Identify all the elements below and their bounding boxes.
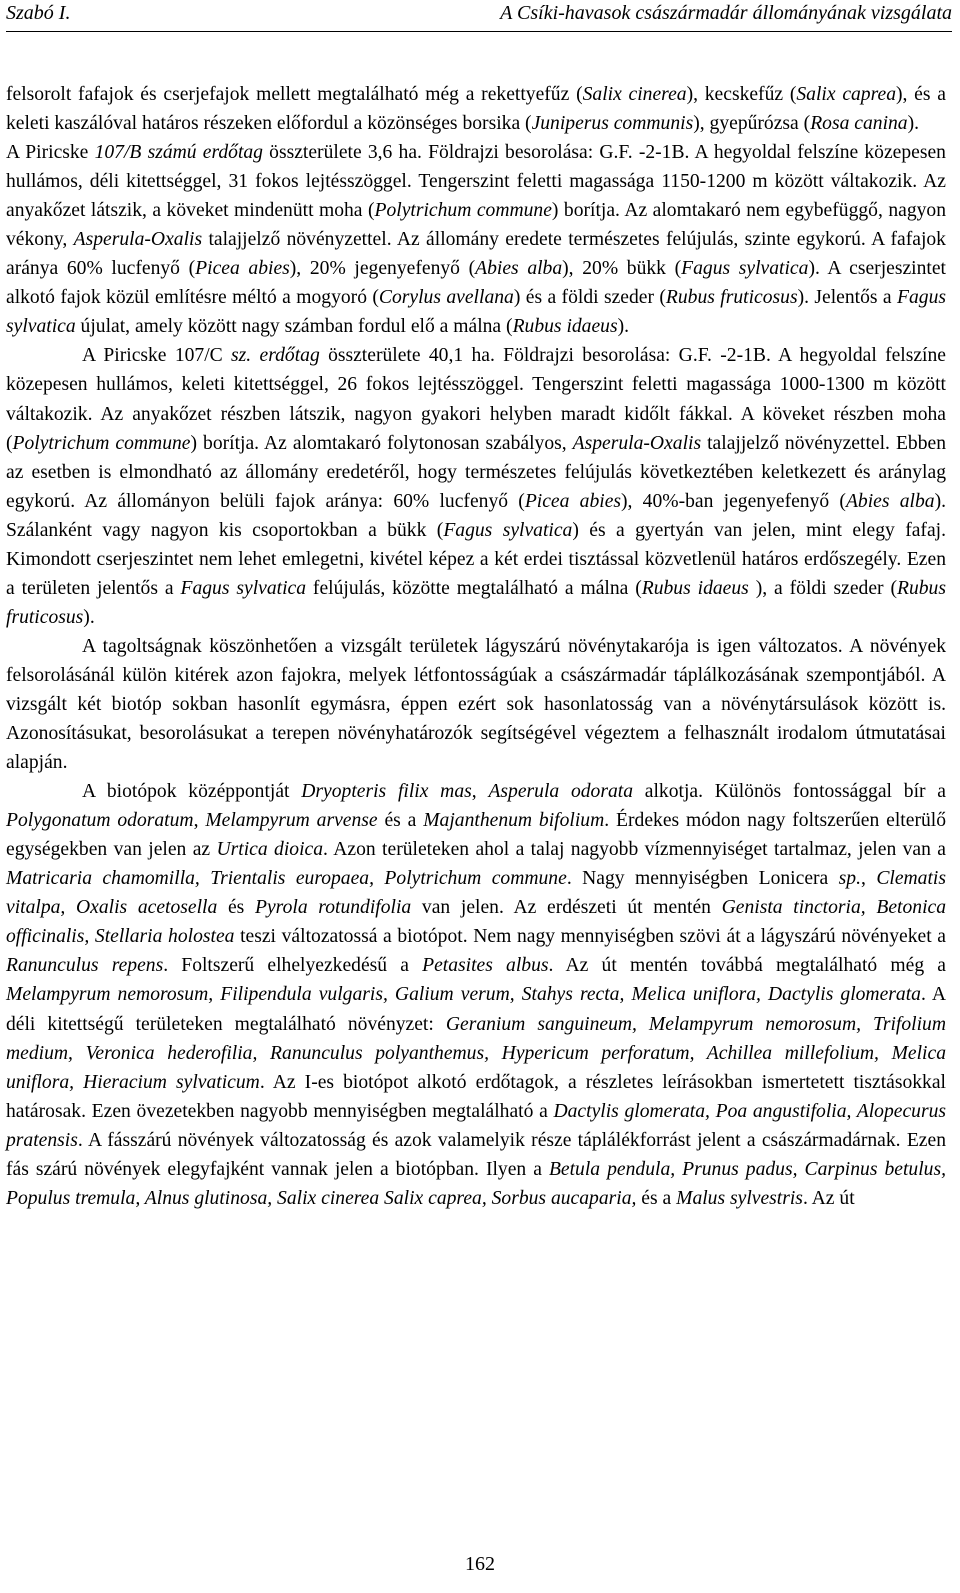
text-run: , bbox=[193, 810, 206, 832]
species-name: Polytrichum commune bbox=[12, 432, 191, 454]
species-name: Malus sylvestris bbox=[676, 1187, 803, 1209]
text-run: . Nagy mennyiségben Lonicera bbox=[566, 868, 839, 890]
text-run: felsorolt fafajok és cserjefajok mellett megtalálható még a rekettyefűz ( bbox=[6, 84, 583, 105]
text-run: ) borítja. Az alomtakaró folytonosan szabályos, bbox=[190, 432, 573, 454]
text-run: ), gyepűrózsa ( bbox=[693, 113, 811, 135]
species-name: Polygonatum odoratum bbox=[6, 810, 194, 832]
text-run: felújulás, közötte megtalálható a málna ( bbox=[306, 577, 642, 599]
body-text bbox=[6, 80, 946, 1213]
text-run: alkotja. Különös fontossággal bír a bbox=[633, 781, 947, 803]
species-name: Picea abies bbox=[195, 258, 290, 280]
species-name: Fagus sylvatica bbox=[6, 287, 946, 338]
species-name: Asperula odorata bbox=[488, 781, 634, 803]
species-name: Rubus idaeus bbox=[641, 577, 749, 599]
text-run: A Piricske bbox=[6, 142, 95, 164]
species-name: Asperula-Oxalis bbox=[73, 229, 203, 251]
species-name: sp. bbox=[838, 868, 861, 890]
species-name: Juniperus communis bbox=[531, 113, 694, 135]
header-author: Szabó I. bbox=[6, 2, 71, 24]
species-name: Fagus sylvatica bbox=[681, 258, 809, 280]
species-name: Abies alba bbox=[845, 490, 935, 512]
text-run: talajjelző növényzettel. Az állomány eredete természetes felújulás, szinte egykorú. A fafajok aránya 60% lucfenyő ( bbox=[6, 229, 946, 280]
text-run: ), a földi szeder ( bbox=[748, 577, 897, 599]
species-name: Dactylis glomerata, Poa angustifolia, Alopecurus pratensis bbox=[6, 1100, 946, 1151]
species-name: Rubus idaeus bbox=[512, 316, 618, 338]
text-run: összterülete 40,1 ha. Földrajzi besorolása: G.F. -2-1B. A hegyoldal felszíne közepesen hullámos, keleti kitettséggel, 26 fokos lejtésszöggel. Tengerszint feletti magassága 1000-1300 m között váltakozik. Az anyakőzet részben látszik, nagyon gyakori helyben maradt kidőlt fákkal. A köveket részben moha ( bbox=[6, 345, 946, 454]
species-name: Ranunculus repens bbox=[6, 955, 164, 977]
text-run: . Azon területeken ahol a talaj nagyobb vízmennyiséget tartalmaz, jelen van a bbox=[323, 839, 947, 861]
species-name: Rubus fruticosus bbox=[665, 287, 798, 309]
species-name: sz. erdőtag bbox=[231, 345, 320, 367]
text-run: . Az I-es biotópot alkotó erdőtagok, a részletes leírásokban ismertetett tisztásokkal határosak. Ezen övezetekben nagyobb mennyiségben megtalálható a bbox=[6, 1071, 946, 1122]
text-run: ). bbox=[617, 316, 630, 338]
text-run: . A déli kitettségű területeken megtalálható növényzet: bbox=[6, 984, 946, 1035]
text-run: ), 20% jegenyefenyő ( bbox=[289, 258, 476, 280]
species-name: Picea abies bbox=[524, 490, 622, 512]
species-name: Betula pendula, Prunus padus, Carpinus betulus, Populus tremula, Alnus glutinosa, Salix cinerea Salix caprea, Sorbus aucaparia, bbox=[6, 1158, 946, 1209]
text-run: teszi változatossá a biotópot. Nem nagy mennyiségben szövi át a lágyszárú növényeket a bbox=[234, 926, 946, 948]
paragraph bbox=[6, 138, 946, 341]
header-title: A Csíki-havasok császármadár állományának vizsgálata bbox=[500, 2, 952, 24]
paragraph bbox=[6, 341, 946, 631]
text-run: ), 40%-ban jegenyefenyő ( bbox=[621, 490, 846, 512]
text-run: ), 20% bükk ( bbox=[562, 258, 682, 280]
text-run: és a bbox=[636, 1187, 677, 1209]
species-name: Fagus sylvatica bbox=[180, 577, 307, 599]
text-run: . Az út mentén továbbá megtalálható még a bbox=[548, 955, 947, 977]
species-name: Melampyrum nemorosum, Filipendula vulgaris, Galium verum, Stahys recta, Melica uniflora, Dactylis glomerata bbox=[6, 984, 921, 1006]
species-name: 107/B számú erdőtag bbox=[94, 142, 263, 164]
species-name: Rubus fruticosus bbox=[6, 577, 946, 628]
species-name: Melampyrum arvense bbox=[205, 810, 378, 832]
text-run: és a bbox=[377, 810, 424, 832]
text-run: . Foltszerű elhelyezkedésű a bbox=[163, 955, 423, 977]
species-name: Asperula-Oxalis bbox=[572, 432, 702, 454]
text-run: ). Jelentős a bbox=[797, 287, 898, 309]
text-run: A Piricske 107/C bbox=[82, 345, 232, 367]
header-rule bbox=[6, 31, 952, 32]
text-run: A tagoltságnak köszönhetően a vizsgált területek lágyszárú növénytakarója is igen változatos. A növények felsorolásánál külön kitérek azon fajokra, melyek létfontosságúak a császármadár táplálkozásának szempontjából. A vizsgált két biotóp sokban hasonlít egymásra, éppen ezért sok hasonlatosság van a növénytársulások között is. Azonosításukat, besorolásukat a terepen növényhatározók segítségével végeztem a felhasznált irodalom útmutatásai alapján. bbox=[6, 635, 946, 774]
text-run: ) és a gyertyán van jelen, mint elegy fafaj. Kimondott cserjeszintet nem lehet emlegetni, kivétel képez a két erdei tisztással közvetlenül határos erdőszegély. Ezen a területen jelentős a bbox=[6, 519, 947, 599]
text-run: ). Szálanként vagy nagyon kis csoportokban a bükk ( bbox=[6, 490, 946, 541]
text-run: , bbox=[471, 781, 489, 803]
text-run: ) borítja. Az alomtakaró nem egybefüggő, nagyon vékony, bbox=[6, 200, 947, 251]
text-run: . Érdekes módon nagy foltszerűen elterülő egységekben van jelen az bbox=[6, 810, 947, 861]
species-name: Dryopteris filix mas bbox=[301, 781, 472, 803]
text-run: ). A cserjeszintet alkotó fajok közül említésre méltó a mogyoró ( bbox=[6, 258, 946, 309]
species-name: Petasites albus bbox=[422, 955, 549, 977]
text-run: , bbox=[861, 868, 877, 890]
text-run: összterülete 3,6 ha. Földrajzi besorolása: G.F. -2-1B. A hegyoldal felszíne közepesen hullámos, déli kitettséggel, 31 fokos lejtésszöggel. Tengerszint feletti magassága 1150-1200 m között váltakozik. Az anyakőzet látszik, a köveket mindenütt moha ( bbox=[6, 142, 946, 222]
species-name: Urtica dioica bbox=[216, 839, 324, 861]
text-run: és bbox=[217, 897, 256, 919]
text-run: . Az út bbox=[802, 1187, 855, 1209]
text-run: talajjelző növényzettel. Ebben az esetben is elmondható az állomány eredetéről, hogy természetes felújulás következtében keletkezett és aránylag egykorú. Az állományon belüli fajok aránya: 60% lucfenyő ( bbox=[6, 432, 946, 512]
species-name: Fagus sylvatica bbox=[443, 519, 573, 541]
running-header bbox=[6, 2, 952, 28]
paragraph bbox=[6, 777, 946, 1213]
paragraph bbox=[6, 80, 946, 138]
species-name: Salix cinerea bbox=[582, 84, 687, 105]
text-run: van jelen. Az erdészeti út mentén bbox=[411, 897, 722, 919]
species-name: Matricaria chamomilla, Trientalis europaea, Polytrichum commune bbox=[6, 868, 567, 890]
text-run: ). bbox=[907, 113, 920, 135]
species-name: Pyrola rotundifolia bbox=[255, 897, 412, 919]
text-run: A biotópok középpontját bbox=[82, 781, 302, 803]
species-name: Clematis vitalpa, Oxalis acetosella bbox=[6, 868, 946, 919]
species-name: Abies alba bbox=[475, 258, 563, 280]
text-run: . A fásszárú növények változatosság és azok valamelyik része táplálékforrást jelent a császármadárnak. Ezen fás szárú növények elegyfajként vannak jelen a biotópban. Ilyen a bbox=[6, 1129, 946, 1180]
species-name: Rosa canina bbox=[810, 113, 908, 135]
species-name: Majanthenum bifolium bbox=[423, 810, 605, 832]
species-name: Polytrichum commune bbox=[374, 200, 552, 222]
species-name: Salix caprea bbox=[796, 84, 896, 105]
paragraph bbox=[6, 632, 946, 777]
page-number: 162 bbox=[465, 1553, 495, 1575]
text-run: ). bbox=[83, 606, 95, 628]
text-run: ), kecskefűz ( bbox=[686, 84, 797, 105]
text-run: ) és a földi szeder ( bbox=[513, 287, 666, 309]
species-name: Genista tinctoria, Betonica officinalis, Stellaria holostea bbox=[6, 897, 947, 948]
text-run: ), és a keleti kaszálóval határos részeken előfordul a közönséges borsika ( bbox=[6, 84, 946, 135]
text-run: újulat, amely között nagy számban fordul elő a málna ( bbox=[75, 316, 513, 338]
species-name: Corylus avellana bbox=[378, 287, 514, 309]
species-name: Geranium sanguineum, Melampyrum nemorosum, Trifolium medium, Veronica hederofilia, Ranunculus polyanthemus, Hypericum perforatum, Achillea millefolium, Melica uniflora, Hieracium sylvaticum bbox=[6, 1013, 947, 1093]
